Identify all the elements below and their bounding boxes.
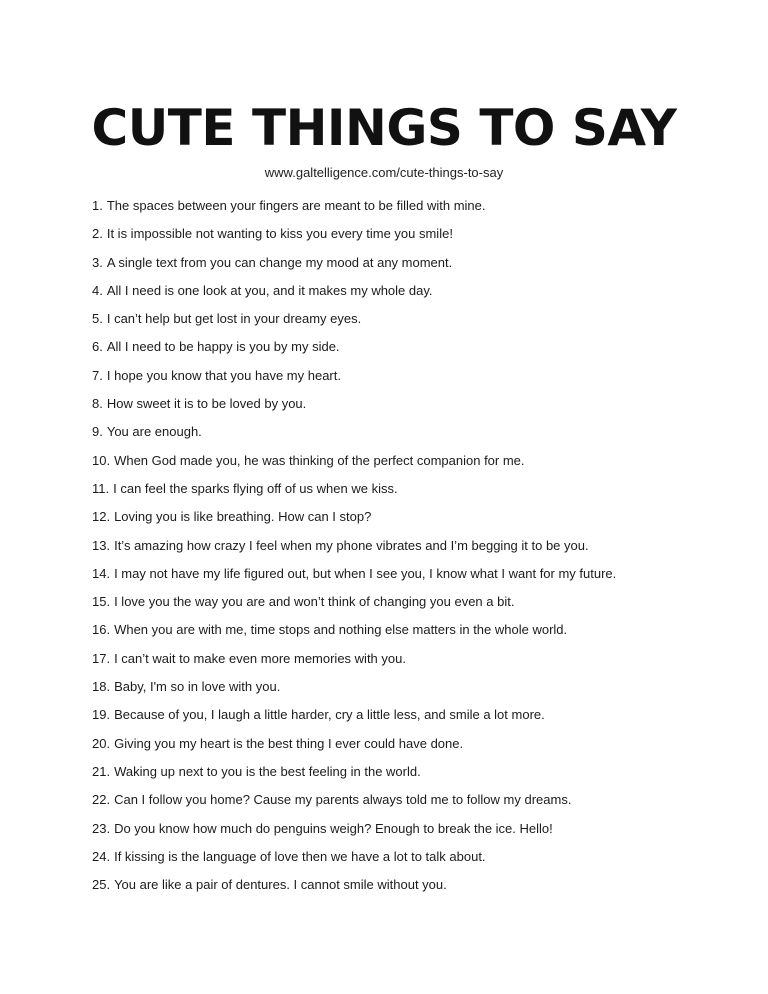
- item-text: Because of you, I laugh a little harder, cry a little less, and smile a lot more.: [114, 707, 545, 723]
- item-number: 5.: [92, 311, 103, 327]
- list-item: [92, 337, 742, 365]
- list-item: [92, 479, 742, 507]
- list-item: [92, 620, 742, 648]
- item-text: Do you know how much do penguins weigh? Enough to break the ice. Hello!: [114, 820, 553, 836]
- item-number: 19.: [92, 707, 111, 723]
- item-number: 22.: [92, 792, 111, 808]
- list-item: [92, 394, 742, 422]
- item-number: 13.: [92, 537, 111, 553]
- list-item: [92, 790, 742, 818]
- item-text: Waking up next to you is the best feeling in the world.: [114, 763, 421, 779]
- list-item: [92, 451, 742, 479]
- item-number: 17.: [92, 650, 111, 666]
- item-number: 15.: [92, 594, 111, 610]
- item-number: 21.: [92, 763, 111, 779]
- item-number: 16.: [92, 622, 111, 638]
- list-item: [92, 281, 742, 309]
- item-number: 25.: [92, 877, 111, 893]
- item-text: Can I follow you home? Cause my parents always told me to follow my dreams.: [114, 792, 572, 808]
- item-number: 20.: [92, 735, 111, 751]
- list-item: [92, 875, 742, 903]
- item-text: Giving you my heart is the best thing I ever could have done.: [114, 735, 464, 751]
- list-item: [92, 224, 742, 252]
- item-number: 23.: [92, 820, 111, 836]
- item-text: How sweet it is to be loved by you.: [106, 396, 307, 412]
- list-item: [92, 564, 742, 592]
- item-number: 24.: [92, 848, 111, 864]
- item-text: It is impossible not wanting to kiss you every time you smile!: [106, 226, 453, 242]
- item-number: 1.: [92, 198, 103, 213]
- item-text: If kissing is the language of love then we have a lot to talk about.: [114, 848, 486, 864]
- list-item: [92, 422, 742, 450]
- list-item: [92, 677, 742, 705]
- item-text: The spaces between your fingers are meant to be filled with mine.: [106, 198, 486, 213]
- item-number: 2.: [92, 226, 103, 242]
- page-title: CUTE THINGS TO SAY: [91, 99, 677, 157]
- item-text: I can’t help but get lost in your dreamy eyes.: [106, 311, 362, 327]
- item-text: When God made you, he was thinking of the perfect companion for me.: [114, 452, 525, 468]
- item-text: Baby, I'm so in love with you.: [114, 679, 281, 695]
- item-text: I love you the way you are and won’t think of changing you even a bit.: [114, 594, 515, 610]
- item-text: Loving you is like breathing. How can I stop?: [114, 509, 372, 525]
- item-text: I hope you know that you have my heart.: [106, 367, 341, 383]
- list-item: [92, 507, 742, 535]
- item-number: 18.: [92, 679, 111, 695]
- item-text: All I need is one look at you, and it makes my whole day.: [106, 282, 433, 298]
- list-item: [92, 762, 742, 790]
- item-text: It’s amazing how crazy I feel when my phone vibrates and I’m begging it to be you.: [114, 537, 589, 553]
- source-url: www.galtelligence.com/cute-things-to-say: [264, 165, 504, 180]
- item-text: A single text from you can change my mood at any moment.: [106, 254, 453, 270]
- item-number: 6.: [92, 339, 103, 355]
- list-item: [92, 253, 742, 281]
- item-number: 8.: [92, 396, 103, 412]
- item-text: All I need to be happy is you by my side.: [106, 339, 340, 355]
- item-text: I can feel the sparks flying off of us when we kiss.: [113, 480, 398, 496]
- list-item: [92, 734, 742, 762]
- item-number: 12.: [92, 509, 111, 525]
- list-item: [92, 196, 742, 224]
- item-text: I can’t wait to make even more memories with you.: [114, 650, 406, 666]
- list-item: [92, 705, 742, 733]
- item-number: 3.: [92, 254, 103, 270]
- item-text: You are enough.: [106, 424, 202, 440]
- item-number: 9.: [92, 424, 103, 440]
- cute-things-list: [92, 196, 742, 903]
- list-item: [92, 366, 742, 394]
- list-item: [92, 847, 742, 875]
- item-number: 10.: [92, 452, 111, 468]
- item-number: 4.: [92, 282, 103, 298]
- list-item: [92, 649, 742, 677]
- item-text: When you are with me, time stops and nothing else matters in the whole world.: [114, 622, 568, 638]
- item-text: I may not have my life figured out, but when I see you, I know what I want for my future.: [114, 565, 617, 581]
- item-number: 11.: [92, 480, 110, 496]
- list-item: [92, 309, 742, 337]
- list-item: [92, 819, 742, 847]
- item-number: 14.: [92, 565, 111, 581]
- list-item: [92, 592, 742, 620]
- item-text: You are like a pair of dentures. I cannot smile without you.: [114, 877, 447, 893]
- list-item: [92, 536, 742, 564]
- item-number: 7.: [92, 367, 103, 383]
